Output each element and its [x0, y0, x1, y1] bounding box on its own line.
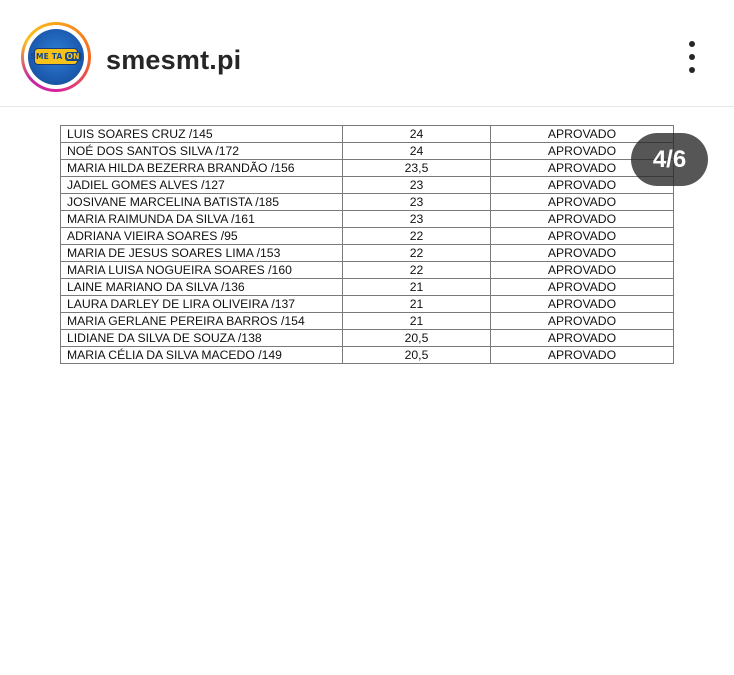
- status-cell: APROVADO: [491, 330, 674, 347]
- score-cell: 24: [343, 126, 491, 143]
- score-cell: 23,5: [343, 160, 491, 177]
- logo-badge: [30, 48, 80, 65]
- score-cell: 21: [343, 279, 491, 296]
- table-row: [61, 262, 674, 279]
- score-cell: 24: [343, 143, 491, 160]
- candidate-name-cell: MARIA DE JESUS SOARES LIMA /153: [61, 245, 343, 262]
- username[interactable]: smesmt.pi: [106, 45, 242, 75]
- candidate-name-cell: MARIA LUISA NOGUEIRA SOARES /160: [61, 262, 343, 279]
- candidate-name-cell: MARIA RAIMUNDA DA SILVA /161: [61, 211, 343, 228]
- candidate-name-cell: JADIEL GOMES ALVES /127: [61, 177, 343, 194]
- status-cell: APROVADO: [491, 126, 674, 143]
- candidate-name-cell: LIDIANE DA SILVA DE SOUZA /138: [61, 330, 343, 347]
- profile-logo: [28, 29, 84, 85]
- post-header: [0, 0, 734, 107]
- avatar-inner: [24, 25, 88, 89]
- table-row: [61, 211, 674, 228]
- status-cell: APROVADO: [491, 160, 674, 177]
- avatar[interactable]: [21, 22, 91, 92]
- table-row: [61, 143, 674, 160]
- more-vertical-icon: [689, 41, 695, 47]
- status-cell: APROVADO: [491, 262, 674, 279]
- table-row: [61, 194, 674, 211]
- logo-on-text: ON: [66, 52, 80, 61]
- candidate-name-cell: LAINE MARIANO DA SILVA /136: [61, 279, 343, 296]
- table-row: [61, 160, 674, 177]
- more-options-button[interactable]: [680, 38, 704, 76]
- score-cell: 22: [343, 245, 491, 262]
- candidate-name-cell: MARIA GERLANE PEREIRA BARROS /154: [61, 313, 343, 330]
- table-row: [61, 347, 674, 364]
- more-vertical-icon-dot: [689, 54, 695, 60]
- status-cell: APROVADO: [491, 211, 674, 228]
- table-row: [61, 296, 674, 313]
- score-cell: 21: [343, 296, 491, 313]
- logo-text: SME TA: [30, 52, 63, 61]
- candidate-name-cell: LUIS SOARES CRUZ /145: [61, 126, 343, 143]
- results-table: [60, 125, 674, 364]
- status-cell: APROVADO: [491, 143, 674, 160]
- table-row: [61, 177, 674, 194]
- table-row: [61, 126, 674, 143]
- candidate-name-cell: NOÉ DOS SANTOS SILVA /172: [61, 143, 343, 160]
- table-row: [61, 330, 674, 347]
- score-cell: 20,5: [343, 330, 491, 347]
- score-cell: 23: [343, 211, 491, 228]
- status-cell: APROVADO: [491, 347, 674, 364]
- table-row: [61, 245, 674, 262]
- table-row: [61, 228, 674, 245]
- candidate-name-cell: MARIA CÉLIA DA SILVA MACEDO /149: [61, 347, 343, 364]
- status-cell: APROVADO: [491, 245, 674, 262]
- candidate-name-cell: MARIA HILDA BEZERRA BRANDÃO /156: [61, 160, 343, 177]
- score-cell: 23: [343, 194, 491, 211]
- post-image[interactable]: [0, 107, 734, 675]
- more-vertical-icon-dot: [689, 67, 695, 73]
- score-cell: 22: [343, 228, 491, 245]
- score-cell: 21: [343, 313, 491, 330]
- table-row: [61, 313, 674, 330]
- candidate-name-cell: JOSIVANE MARCELINA BATISTA /185: [61, 194, 343, 211]
- carousel-counter: 4/6: [631, 133, 708, 186]
- candidate-name-cell: ADRIANA VIEIRA SOARES /95: [61, 228, 343, 245]
- status-cell: APROVADO: [491, 296, 674, 313]
- candidate-name-cell: LAURA DARLEY DE LIRA OLIVEIRA /137: [61, 296, 343, 313]
- status-cell: APROVADO: [491, 177, 674, 194]
- status-cell: APROVADO: [491, 279, 674, 296]
- status-cell: APROVADO: [491, 313, 674, 330]
- status-cell: APROVADO: [491, 194, 674, 211]
- status-cell: APROVADO: [491, 228, 674, 245]
- score-cell: 22: [343, 262, 491, 279]
- score-cell: 20,5: [343, 347, 491, 364]
- score-cell: 23: [343, 177, 491, 194]
- table-row: [61, 279, 674, 296]
